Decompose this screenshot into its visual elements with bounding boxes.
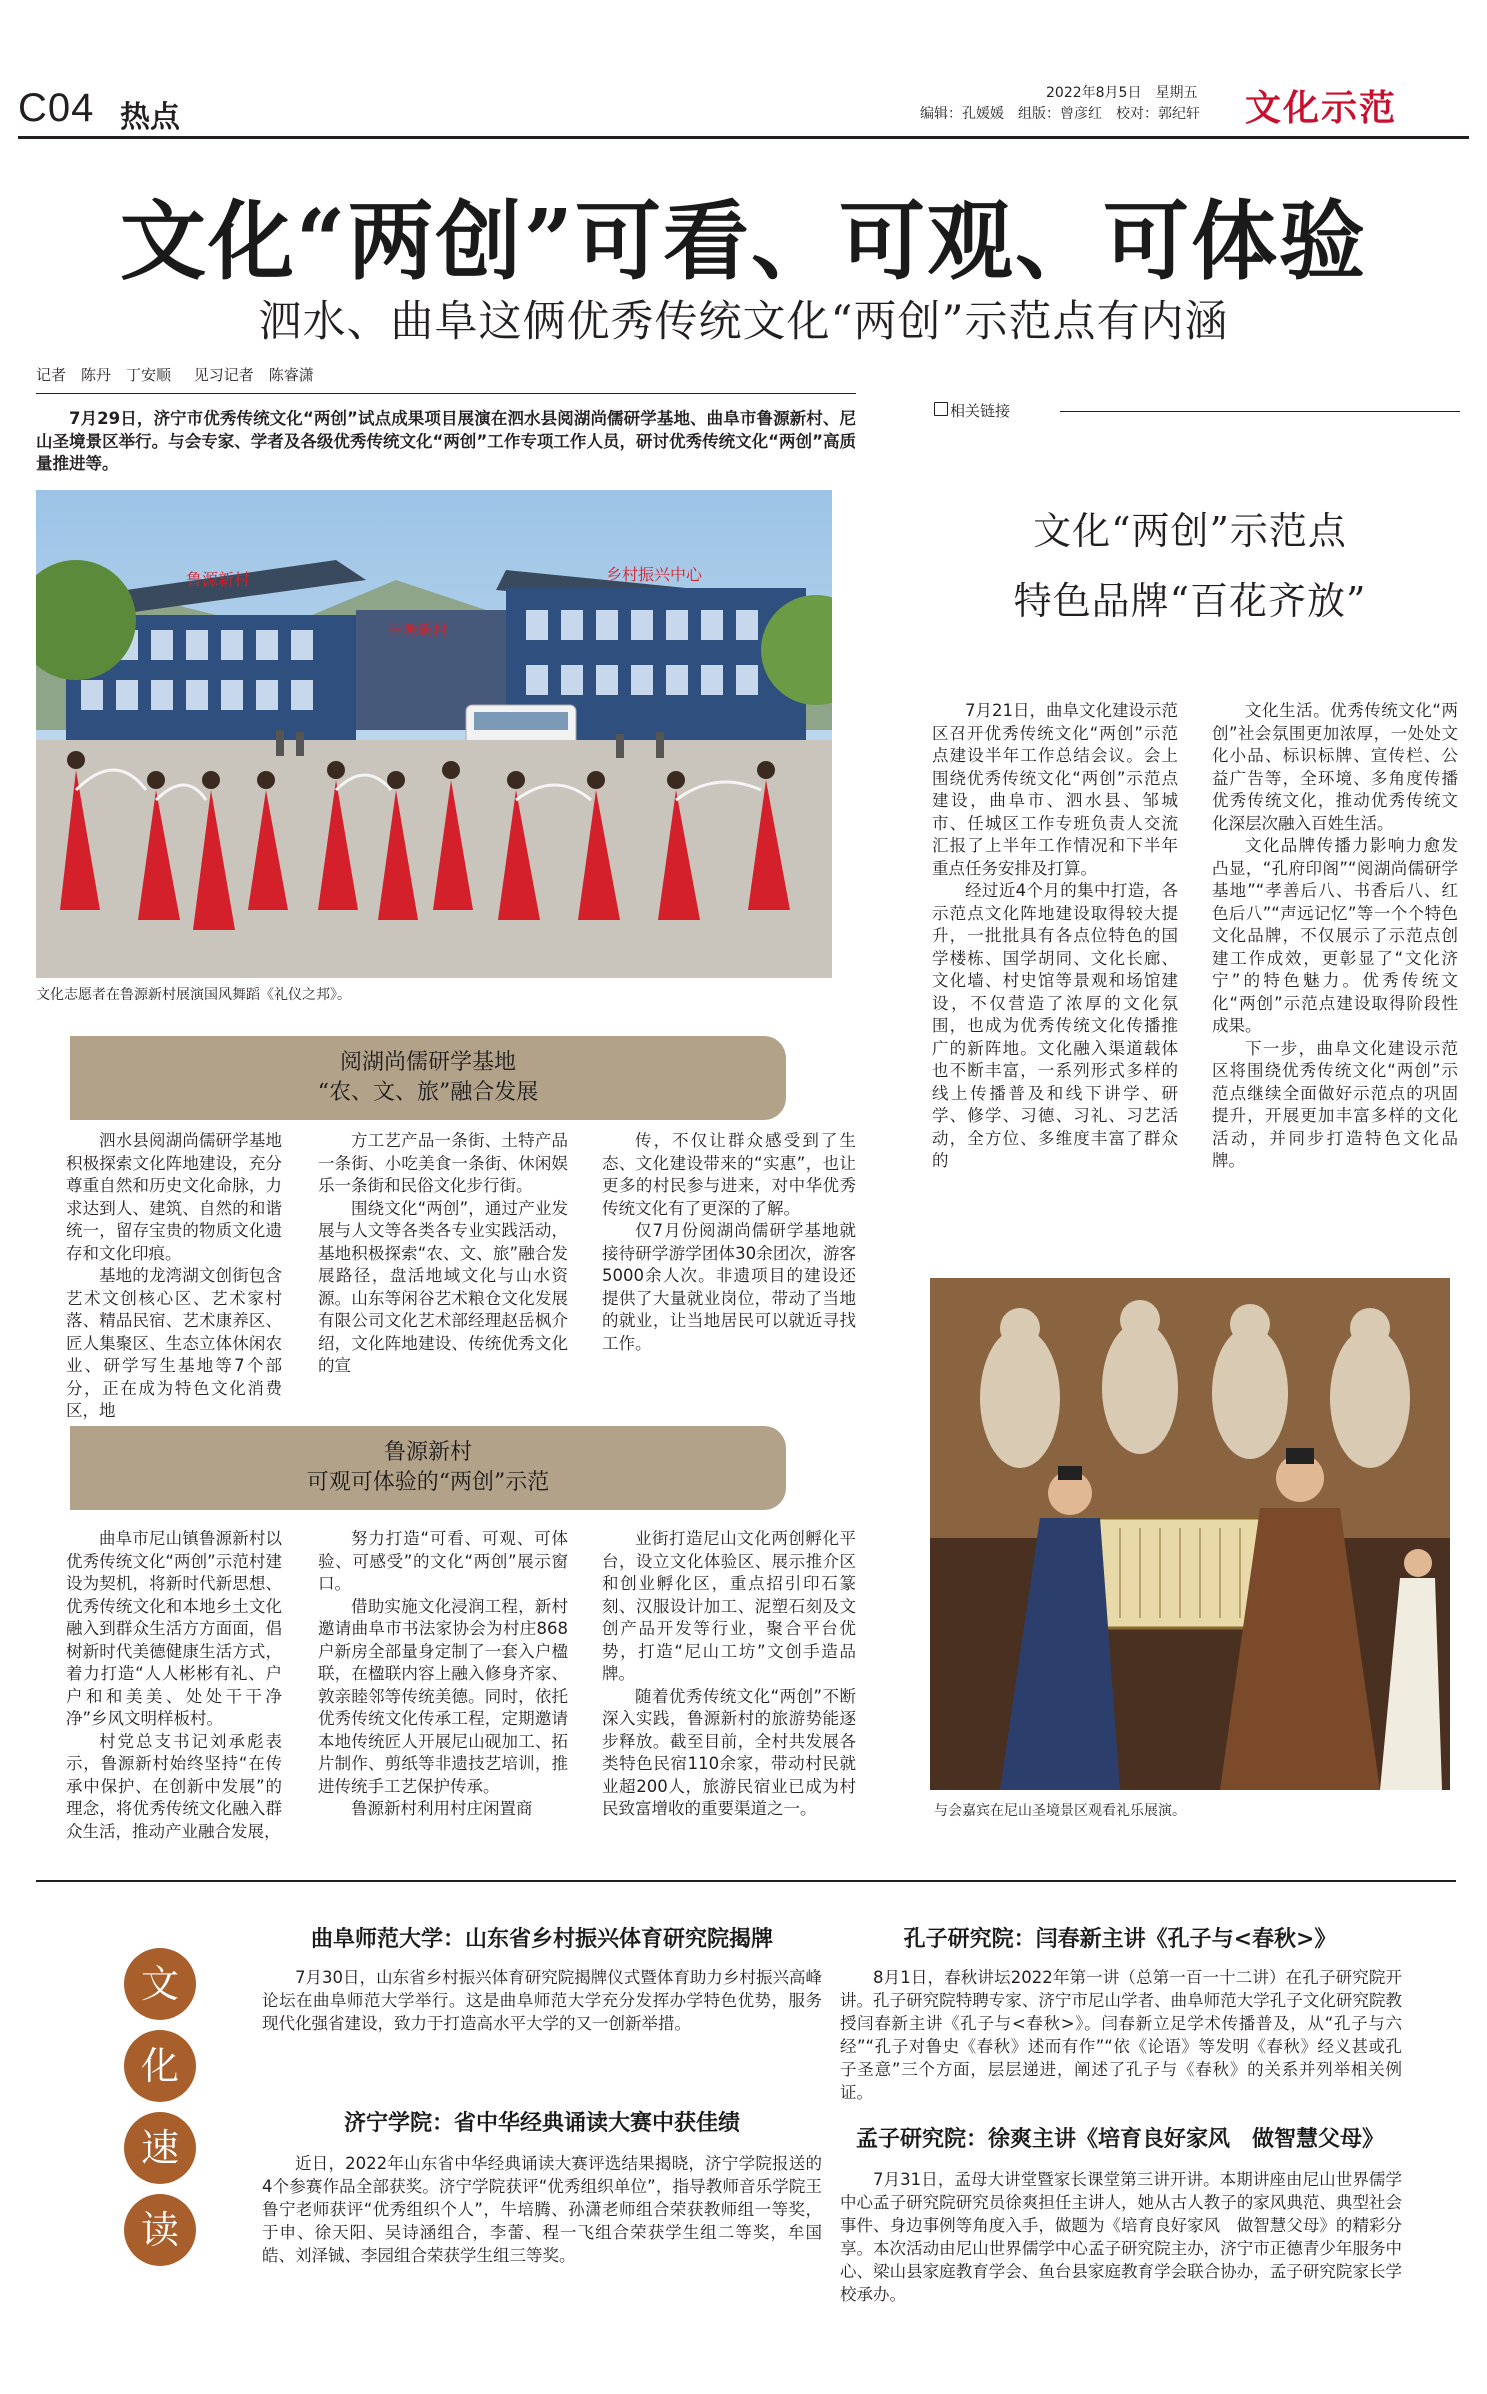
paragraph: 文化品牌传播力影响力愈发凸显，“孔府印阁”“阅湖尚儒研学基地”“孝善后八、书香后八、红色后八”“声远记忆”等一个个特色文化品牌，不仅展示了示范点创建工作成效，更彰显了“文化济宁”的特色魅力。优秀传统文化“两创”示范点建设取得阶段性成果。 xyxy=(1212,836,1458,1035)
paragraph: 鲁源新村利用村庄闲置商 xyxy=(351,1799,533,1818)
section-title-line1: 阅湖尚儒研学基地 xyxy=(339,1050,516,1075)
brief-title: 济宁学院：省中华经典诵读大赛中获佳绩 xyxy=(343,2110,740,2136)
paragraph: 曲阜市尼山镇鲁源新村以优秀传统文化“两创”示范村建设为契机，将新时代新思想、优秀传统文化和本地乡土文化融入到群众生活方方面面，倡树新时代美德健康生活方式，着力打造“人人彬彬有礼、户户和和美美、处处干干净净”乡风文明样板村。 xyxy=(66,1529,282,1728)
brief-body xyxy=(262,2152,822,2267)
sign-left: 鲁源新村 xyxy=(186,570,251,589)
paragraph: 经过近4个月的集中打造，各示范点文化阵地建设取得较大提升，一批批具有各点位特色的国学楼栋、国学胡同、文化长廊、文化墙、村史馆等景观和场馆建设，不仅营造了浓厚的文化氛围，也成为优秀传统文化传播推广的新阵地。文化融入渠道载体也不断丰富，一系列形式多样的线上传播普及和线下讲学、研学、修学、习德、习礼、习艺活动，全方位、多维度丰富了群众的 xyxy=(932,881,1178,1170)
paragraph: 方工艺产品一条街、土特产品一条街、小吃美食一条街、休闲娱乐一条街和民俗文化步行街。 xyxy=(318,1131,568,1195)
paragraph: 围绕文化“两创”，通过产业发展与人文等各类各专业实践活动，基地积极探索“农、文、旅”融合发展路径，盘活地域文化与山水资源。山东等闲谷艺术粮仓文化发展有限公司文化艺术部经理赵岳枫介绍，文化阵地建设、传统优秀文化的宣 xyxy=(318,1198,568,1375)
paragraph: 传，不仅让群众感受到了生态、文化建设带来的“实惠”，也让更多的村民参与进来，对中华优秀传统文化有了更深的了解。 xyxy=(602,1131,856,1218)
photo-dance-performance xyxy=(36,490,832,978)
section2-column-3 xyxy=(602,1528,856,1821)
section-title-line2: 可观可体验的“两创”示范 xyxy=(306,1470,550,1495)
brief-text: 近日，2022年山东省中华经典诵读大赛评选结果揭晓，济宁学院报送的4个参赛作品全部获奖。济宁学院获评“优秀组织单位”，指导教师音乐学院王鲁宁老师获评“优秀组织个人”，牛培腾、孙潇老师组合荣获教师组一等奖，于申、徐天阳、吴诗涵组合，李蕾、程一飞组合荣获学生组二等奖，牟国皓、刘泽铖、李园组合荣获学生组三等奖。 xyxy=(262,2154,822,2265)
brief-text: 7月30日，山东省乡村振兴体育研究院揭牌仪式暨体育助力乡村振兴高峰论坛在曲阜师范大学举行。这是曲阜师范大学充分发挥办学特色优势，服务现代化强省建设，致力于打造高水平大学的又一创新举措。 xyxy=(262,1968,822,2033)
section2-column-2 xyxy=(318,1528,568,1821)
related-title-line1: 文化“两创”示范点 xyxy=(1033,509,1347,553)
byline-intern: 见习记者 陈睿潇 xyxy=(193,366,314,384)
briefs-label-char: 化 xyxy=(124,2030,196,2102)
section-title-line1: 鲁源新村 xyxy=(383,1440,472,1465)
section1-column-1 xyxy=(66,1130,282,1423)
lead-paragraph xyxy=(36,408,856,476)
briefs-label-char: 速 xyxy=(124,2112,196,2184)
related-link-rule xyxy=(1060,411,1460,412)
paragraph: 泗水县阅湖尚儒研学基地积极探索文化阵地建设，充分尊重自然和历史文化命脉，力求达到人、建筑、自然的和谐统一，留存宝贵的物质文化遗存和文化印痕。 xyxy=(66,1131,282,1263)
section1-column-3 xyxy=(602,1130,856,1355)
paragraph: 基地的龙湾湖文创街包含艺术文创核心区、艺术家村落、精品民宿、艺术康养区、匠人集聚区、生态立体休闲农业、研学写生基地等7个部分，正在成为特色文化消费区，地 xyxy=(66,1266,282,1420)
byline-reporters: 记者 陈丹 丁安顺 xyxy=(36,366,172,384)
brief-text: 7月31日，孟母大讲堂暨家长课堂第三讲开讲。本期讲座由尼山世界儒学中心孟子研究院研究员徐爽担任主讲人，她从古人教子的家风典范、典型社会事件、身边事例等角度入手，做题为《培育良好家风 做智慧父母》的精彩分享。本次活动由尼山世界儒学中心孟子研究院主办，济宁市正德青少年服务中心、梁山县家庭教育学会、鱼台县家庭教育学会联合协办，孟子研究院家长学校承办。 xyxy=(840,2170,1402,2304)
brief-text: 8月1日，春秋讲坛2022年第一讲（总第一百一十二讲）在孔子研究院开讲。孔子研究院特聘专家、济宁市尼山学者、曲阜师范大学孔子文化研究院教授闫春新主讲《孔子与<春秋>》。闫春新立足学术传播普及，从“孔子与六经”“孔子对鲁史《春秋》述而有作”“依《论语》等发明《春秋》经义甚或孔子圣意”三个方面，层层递进，阐述了孔子与《春秋》的关系并列举相关例证。 xyxy=(840,1968,1402,2102)
section-name: 热点 xyxy=(120,100,180,135)
photo-caption-dance: 文化志愿者在鲁源新村展演国风舞蹈《礼仪之邦》。 xyxy=(36,987,351,1003)
section-banner-yuehu xyxy=(70,1036,786,1120)
paragraph: 7月21日，曲阜文化建设示范区召开优秀传统文化“两创”示范点建设半年工作总结会议。会上围绕优秀传统文化“两创”示范点建设，曲阜市、泗水县、邹城市、任城区工作专班负责人交流汇报了上半年工作情况和下半年重点任务安排及打算。 xyxy=(932,701,1178,878)
paragraph: 文化生活。优秀传统文化“两创”社会氛围更加浓厚，一处处文化小品、标识标牌、宣传栏、公益广告等，全环境、多角度传播优秀传统文化，推动优秀传统文化深层次融入百姓生活。 xyxy=(1212,701,1458,833)
issue-credits: 编辑：孔媛媛 组版：曾彦红 校对：郭纪轩 xyxy=(920,106,1200,122)
brief-body xyxy=(840,2168,1402,2306)
page-number: C04 xyxy=(18,86,95,130)
paragraph: 努力打造“可看、可观、可体验、可感受”的文化“两创”展示窗口。 xyxy=(318,1529,568,1593)
related-title-line2: 特色品牌“百花齐放” xyxy=(1013,579,1367,623)
briefs-label-char: 读 xyxy=(124,2194,196,2266)
briefs-rule xyxy=(36,1880,1456,1882)
top-rule xyxy=(18,136,1469,139)
photo-ritual-performance xyxy=(930,1278,1450,1790)
paragraph: 业街打造尼山文化两创孵化平台，设立文化体验区、展示推介区和创业孵化区，重点招引印石篆刻、汉服设计加工、泥塑石刻及文创产品开发等行业，聚合平台优势，打造“尼山工坊”文创手造品牌。 xyxy=(602,1529,856,1683)
paragraph: 仅7月份阅湖尚儒研学基地就接待研学游学团体30余团次，游客5000余人次。非遗项目的建设还提供了大量就业岗位，带动了当地的就业，让当地居民可以就近寻找工作。 xyxy=(602,1221,856,1353)
brand-logo: 文化示范 xyxy=(1245,87,1398,129)
section-title-line2: “农、文、旅”融合发展 xyxy=(317,1080,539,1105)
paragraph: 随着优秀传统文化“两创”不断深入实践，鲁源新村的旅游势能逐步释放。截至目前，全村共发展各类特色民宿110余家，带动村民就业超200人，旅游民宿业已成为村民致富增收的重要渠道之一。 xyxy=(602,1686,856,1818)
photo-ritual-illustration xyxy=(930,1278,1450,1790)
sign-right: 乡村振兴中心 xyxy=(606,565,703,584)
briefs-label-char: 文 xyxy=(124,1948,196,2020)
brief-body xyxy=(840,1966,1402,2104)
brief-body xyxy=(262,1966,822,2035)
byline xyxy=(36,364,856,394)
related-column-1 xyxy=(932,700,1178,1173)
photo-caption-ritual: 与会嘉宾在尼山圣境景区观看礼乐展演。 xyxy=(934,1803,1186,1819)
related-column-2 xyxy=(1212,700,1458,1173)
section2-column-1 xyxy=(66,1528,282,1843)
paragraph: 下一步，曲阜文化建设示范区将围绕优秀传统文化“两创”示范点继续全面做好示范点的巩固提升，开展更加丰富多样的文化活动，并同步打造特色文化品牌。 xyxy=(1212,1038,1458,1170)
brief-title: 孟子研究院：徐爽主讲《培育良好家风 做智慧父母》 xyxy=(855,2126,1384,2152)
brief-title: 曲阜师范大学：山东省乡村振兴体育研究院揭牌 xyxy=(310,1926,773,1952)
subheadline: 泗水、曲阜这俩优秀传统文化“两创”示范点有内涵 xyxy=(258,297,1229,347)
section-banner-luyuan xyxy=(70,1426,786,1510)
related-link-label: 相关链接 xyxy=(950,402,1011,420)
headline: 文化“两创”可看、可观、可体验 xyxy=(120,191,1367,292)
lead-text: 7月29日，济宁市优秀传统文化“两创”试点成果项目展演在泗水县阅湖尚儒研学基地、曲阜市鲁源新村、尼山圣境景区举行。与会专家、学者及各级优秀传统文化“两创”工作专项工作人员，研讨优秀传统文化“两创”高质量推进等。 xyxy=(36,409,856,473)
paragraph: 借助实施文化浸润工程，新村邀请曲阜市书法家协会为村庄868户新房全部量身定制了一套入户楹联，在楹联内容上融入修身齐家、敦亲睦邻等传统美德。同时，依托优秀传统文化传承工程，定期邀请本地传统匠人开展尼山砚加工、拓片制作、剪纸等非遗技艺培训，推进传统手工艺保护传承。 xyxy=(318,1596,568,1796)
related-link-icon xyxy=(934,402,948,416)
section1-column-2 xyxy=(318,1130,568,1378)
paragraph: 村党总支书记刘承彪表示，鲁源新村始终坚持“在传承中保护、在创新中发展”的理念，将优秀传统文化融入群众生活，推动产业融合发展， xyxy=(66,1731,282,1841)
photo-dance-illustration xyxy=(36,490,832,978)
issue-date: 2022年8月5日 星期五 xyxy=(1046,85,1198,101)
brief-title: 孔子研究院：闫春新主讲《孔子与<春秋>》 xyxy=(903,1926,1337,1952)
sign-gate: 鲁源新村 xyxy=(388,621,449,639)
